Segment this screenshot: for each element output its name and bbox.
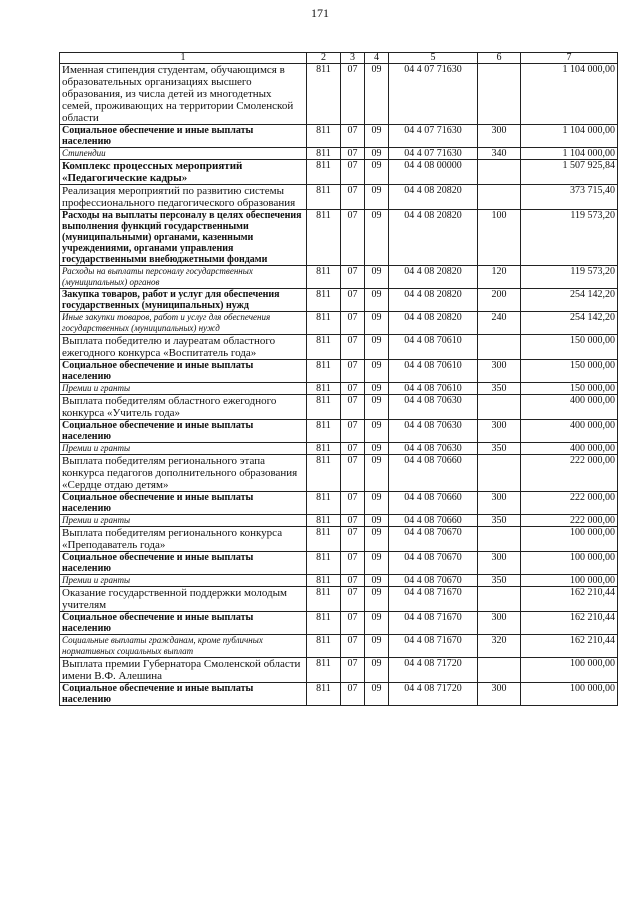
expense-type-cell: 350 [478,383,521,395]
target-article-cell: 04 4 08 20820 [389,185,478,210]
ministry-code-cell: 811 [307,420,341,443]
subsection-code-cell: 09 [365,443,389,455]
row-name-cell: Премии и гранты [60,383,307,395]
section-code-cell: 07 [341,420,365,443]
section-code-cell: 07 [341,443,365,455]
target-article-cell: 04 4 08 70610 [389,383,478,395]
table-row [60,587,618,612]
row-name-cell: Социальное обеспечение и иные выплаты населению [60,552,307,575]
section-code-cell: 07 [341,455,365,492]
table-row [60,527,618,552]
column-number: 2 [307,53,341,64]
target-article-cell: 04 4 08 70630 [389,443,478,455]
section-code-cell: 07 [341,289,365,312]
target-article-cell: 04 4 08 70670 [389,575,478,587]
expense-type-cell [478,455,521,492]
ministry-code-cell: 811 [307,552,341,575]
column-number: 4 [365,53,389,64]
expense-type-cell: 300 [478,420,521,443]
target-article-cell: 04 4 08 70660 [389,515,478,527]
section-code-cell: 07 [341,312,365,335]
target-article-cell: 04 4 08 20820 [389,266,478,289]
table-row [60,312,618,335]
table-row [60,125,618,148]
row-name-cell: Расходы на выплаты персоналу в целях обеспечения выполнения функций государственными (муниципальными) органами, казенными учреждениями, органами управления государственными внебюджетными фондами [60,210,307,266]
table-row [60,612,618,635]
ministry-code-cell: 811 [307,683,341,706]
amount-cell: 373 715,40 [521,185,618,210]
ministry-code-cell: 811 [307,587,341,612]
expense-type-cell: 200 [478,289,521,312]
ministry-code-cell: 811 [307,612,341,635]
table-row [60,148,618,160]
target-article-cell: 04 4 08 70610 [389,335,478,360]
table-row [60,515,618,527]
table-row [60,658,618,683]
table-row [60,383,618,395]
table-row [60,683,618,706]
ministry-code-cell: 811 [307,395,341,420]
section-code-cell: 07 [341,160,365,185]
target-article-cell: 04 4 08 70670 [389,552,478,575]
amount-cell: 119 573,20 [521,266,618,289]
subsection-code-cell: 09 [365,420,389,443]
column-number: 1 [60,53,307,64]
section-code-cell: 07 [341,527,365,552]
row-name-cell: Оказание государственной поддержки молодым учителям [60,587,307,612]
subsection-code-cell: 09 [365,575,389,587]
row-name-cell: Реализация мероприятий по развитию системы профессионального педагогического образования [60,185,307,210]
section-code-cell: 07 [341,395,365,420]
ministry-code-cell: 811 [307,575,341,587]
ministry-code-cell: 811 [307,148,341,160]
section-code-cell: 07 [341,515,365,527]
expense-type-cell [478,587,521,612]
expense-type-cell: 300 [478,552,521,575]
row-name-cell: Премии и гранты [60,443,307,455]
section-code-cell: 07 [341,575,365,587]
table-row [60,160,618,185]
expense-type-cell [478,395,521,420]
expense-type-cell: 350 [478,443,521,455]
section-code-cell: 07 [341,587,365,612]
expense-type-cell: 350 [478,515,521,527]
table-row [60,395,618,420]
row-name-cell: Именная стипендия студентам, обучающимся в образовательных организациях высшего образования, из числа детей из многодетных семей, проживающих на территории Смоленской области [60,64,307,125]
table-row [60,492,618,515]
subsection-code-cell: 09 [365,527,389,552]
expense-type-cell: 300 [478,683,521,706]
budget-table [59,52,618,706]
target-article-cell: 04 4 07 71630 [389,125,478,148]
subsection-code-cell: 09 [365,383,389,395]
row-name-cell: Социальное обеспечение и иные выплаты населению [60,492,307,515]
subsection-code-cell: 09 [365,266,389,289]
table-row [60,575,618,587]
target-article-cell: 04 4 08 00000 [389,160,478,185]
table-row [60,64,618,125]
amount-cell: 1 507 925,84 [521,160,618,185]
target-article-cell: 04 4 08 71670 [389,612,478,635]
target-article-cell: 04 4 07 71630 [389,148,478,160]
row-name-cell: Премии и гранты [60,515,307,527]
target-article-cell: 04 4 08 71720 [389,658,478,683]
expense-type-cell: 100 [478,210,521,266]
subsection-code-cell: 09 [365,683,389,706]
table-row [60,635,618,658]
amount-cell: 254 142,20 [521,289,618,312]
target-article-cell: 04 4 08 70630 [389,420,478,443]
ministry-code-cell: 811 [307,383,341,395]
column-number: 5 [389,53,478,64]
target-article-cell: 04 4 08 70610 [389,360,478,383]
expense-type-cell [478,160,521,185]
subsection-code-cell: 09 [365,360,389,383]
row-name-cell: Социальное обеспечение и иные выплаты населению [60,360,307,383]
table-row [60,552,618,575]
table-row [60,266,618,289]
ministry-code-cell: 811 [307,360,341,383]
amount-cell: 162 210,44 [521,612,618,635]
target-article-cell: 04 4 08 70630 [389,395,478,420]
subsection-code-cell: 09 [365,160,389,185]
ministry-code-cell: 811 [307,455,341,492]
section-code-cell: 07 [341,125,365,148]
ministry-code-cell: 811 [307,635,341,658]
target-article-cell: 04 4 08 20820 [389,289,478,312]
column-number: 6 [478,53,521,64]
expense-type-cell: 340 [478,148,521,160]
row-name-cell: Выплата победителям регионального этапа конкурса педагогов дополнительного образования «Сердце отдаю детям» [60,455,307,492]
row-name-cell: Комплекс процессных мероприятий «Педагогические кадры» [60,160,307,185]
amount-cell: 222 000,00 [521,492,618,515]
row-name-cell: Социальное обеспечение и иные выплаты населению [60,612,307,635]
section-code-cell: 07 [341,552,365,575]
expense-type-cell: 120 [478,266,521,289]
row-name-cell: Иные закупки товаров, работ и услуг для обеспечения государственных (муниципальных) нужд [60,312,307,335]
expense-type-cell: 350 [478,575,521,587]
target-article-cell: 04 4 08 71720 [389,683,478,706]
subsection-code-cell: 09 [365,455,389,492]
section-code-cell: 07 [341,185,365,210]
table-row [60,455,618,492]
ministry-code-cell: 811 [307,312,341,335]
amount-cell: 222 000,00 [521,455,618,492]
ministry-code-cell: 811 [307,266,341,289]
target-article-cell: 04 4 07 71630 [389,64,478,125]
table-row [60,185,618,210]
subsection-code-cell: 09 [365,612,389,635]
expense-type-cell [478,527,521,552]
subsection-code-cell: 09 [365,658,389,683]
amount-cell: 150 000,00 [521,360,618,383]
target-article-cell: 04 4 08 20820 [389,312,478,335]
row-name-cell: Социальное обеспечение и иные выплаты населению [60,420,307,443]
target-article-cell: 04 4 08 70670 [389,527,478,552]
amount-cell: 162 210,44 [521,587,618,612]
amount-cell: 1 104 000,00 [521,148,618,160]
ministry-code-cell: 811 [307,515,341,527]
row-name-cell: Выплата премии Губернатора Смоленской области имени В.Ф. Алешина [60,658,307,683]
row-name-cell: Социальное обеспечение и иные выплаты населению [60,125,307,148]
table-row [60,420,618,443]
expense-type-cell: 300 [478,492,521,515]
subsection-code-cell: 09 [365,635,389,658]
amount-cell: 254 142,20 [521,312,618,335]
section-code-cell: 07 [341,383,365,395]
expense-type-cell: 300 [478,125,521,148]
row-name-cell: Выплата победителю и лауреатам областного ежегодного конкурса «Воспитатель года» [60,335,307,360]
table-row [60,289,618,312]
expense-type-cell: 240 [478,312,521,335]
amount-cell: 100 000,00 [521,658,618,683]
amount-cell: 150 000,00 [521,335,618,360]
amount-cell: 100 000,00 [521,575,618,587]
expense-type-cell [478,185,521,210]
section-code-cell: 07 [341,266,365,289]
subsection-code-cell: 09 [365,515,389,527]
ministry-code-cell: 811 [307,64,341,125]
section-code-cell: 07 [341,492,365,515]
subsection-code-cell: 09 [365,210,389,266]
ministry-code-cell: 811 [307,335,341,360]
subsection-code-cell: 09 [365,64,389,125]
column-number: 3 [341,53,365,64]
column-number: 7 [521,53,618,64]
section-code-cell: 07 [341,335,365,360]
amount-cell: 400 000,00 [521,420,618,443]
table-row [60,335,618,360]
amount-cell: 222 000,00 [521,515,618,527]
amount-cell: 1 104 000,00 [521,64,618,125]
subsection-code-cell: 09 [365,587,389,612]
ministry-code-cell: 811 [307,160,341,185]
ministry-code-cell: 811 [307,125,341,148]
amount-cell: 119 573,20 [521,210,618,266]
subsection-code-cell: 09 [365,148,389,160]
ministry-code-cell: 811 [307,492,341,515]
expense-type-cell [478,64,521,125]
subsection-code-cell: 09 [365,312,389,335]
amount-cell: 100 000,00 [521,552,618,575]
target-article-cell: 04 4 08 70660 [389,455,478,492]
amount-cell: 100 000,00 [521,683,618,706]
row-name-cell: Выплата победителям областного ежегодного конкурса «Учитель года» [60,395,307,420]
row-name-cell: Выплата победителям регионального конкурса «Преподаватель года» [60,527,307,552]
target-article-cell: 04 4 08 20820 [389,210,478,266]
subsection-code-cell: 09 [365,335,389,360]
row-name-cell: Премии и гранты [60,575,307,587]
page-number: 171 [311,6,329,20]
ministry-code-cell: 811 [307,289,341,312]
amount-cell: 100 000,00 [521,527,618,552]
row-name-cell: Социальное обеспечение и иные выплаты населению [60,683,307,706]
ministry-code-cell: 811 [307,527,341,552]
subsection-code-cell: 09 [365,289,389,312]
target-article-cell: 04 4 08 71670 [389,587,478,612]
subsection-code-cell: 09 [365,492,389,515]
row-name-cell: Социальные выплаты гражданам, кроме публичных нормативных социальных выплат [60,635,307,658]
expense-type-cell [478,658,521,683]
ministry-code-cell: 811 [307,658,341,683]
amount-cell: 1 104 000,00 [521,125,618,148]
expense-type-cell: 300 [478,612,521,635]
section-code-cell: 07 [341,683,365,706]
section-code-cell: 07 [341,148,365,160]
expense-type-cell: 300 [478,360,521,383]
expense-type-cell [478,335,521,360]
table-row [60,360,618,383]
section-code-cell: 07 [341,210,365,266]
table-row [60,443,618,455]
ministry-code-cell: 811 [307,443,341,455]
subsection-code-cell: 09 [365,395,389,420]
section-code-cell: 07 [341,635,365,658]
table-row [60,210,618,266]
section-code-cell: 07 [341,658,365,683]
amount-cell: 150 000,00 [521,383,618,395]
subsection-code-cell: 09 [365,552,389,575]
ministry-code-cell: 811 [307,185,341,210]
target-article-cell: 04 4 08 70660 [389,492,478,515]
row-name-cell: Закупка товаров, работ и услуг для обеспечения государственных (муниципальных) нужд [60,289,307,312]
section-code-cell: 07 [341,612,365,635]
column-number-row [60,53,618,64]
amount-cell: 400 000,00 [521,395,618,420]
ministry-code-cell: 811 [307,210,341,266]
subsection-code-cell: 09 [365,185,389,210]
row-name-cell: Расходы на выплаты персоналу государственных (муниципальных) органов [60,266,307,289]
subsection-code-cell: 09 [365,125,389,148]
amount-cell: 400 000,00 [521,443,618,455]
section-code-cell: 07 [341,64,365,125]
amount-cell: 162 210,44 [521,635,618,658]
target-article-cell: 04 4 08 71670 [389,635,478,658]
row-name-cell: Стипендии [60,148,307,160]
section-code-cell: 07 [341,360,365,383]
expense-type-cell: 320 [478,635,521,658]
